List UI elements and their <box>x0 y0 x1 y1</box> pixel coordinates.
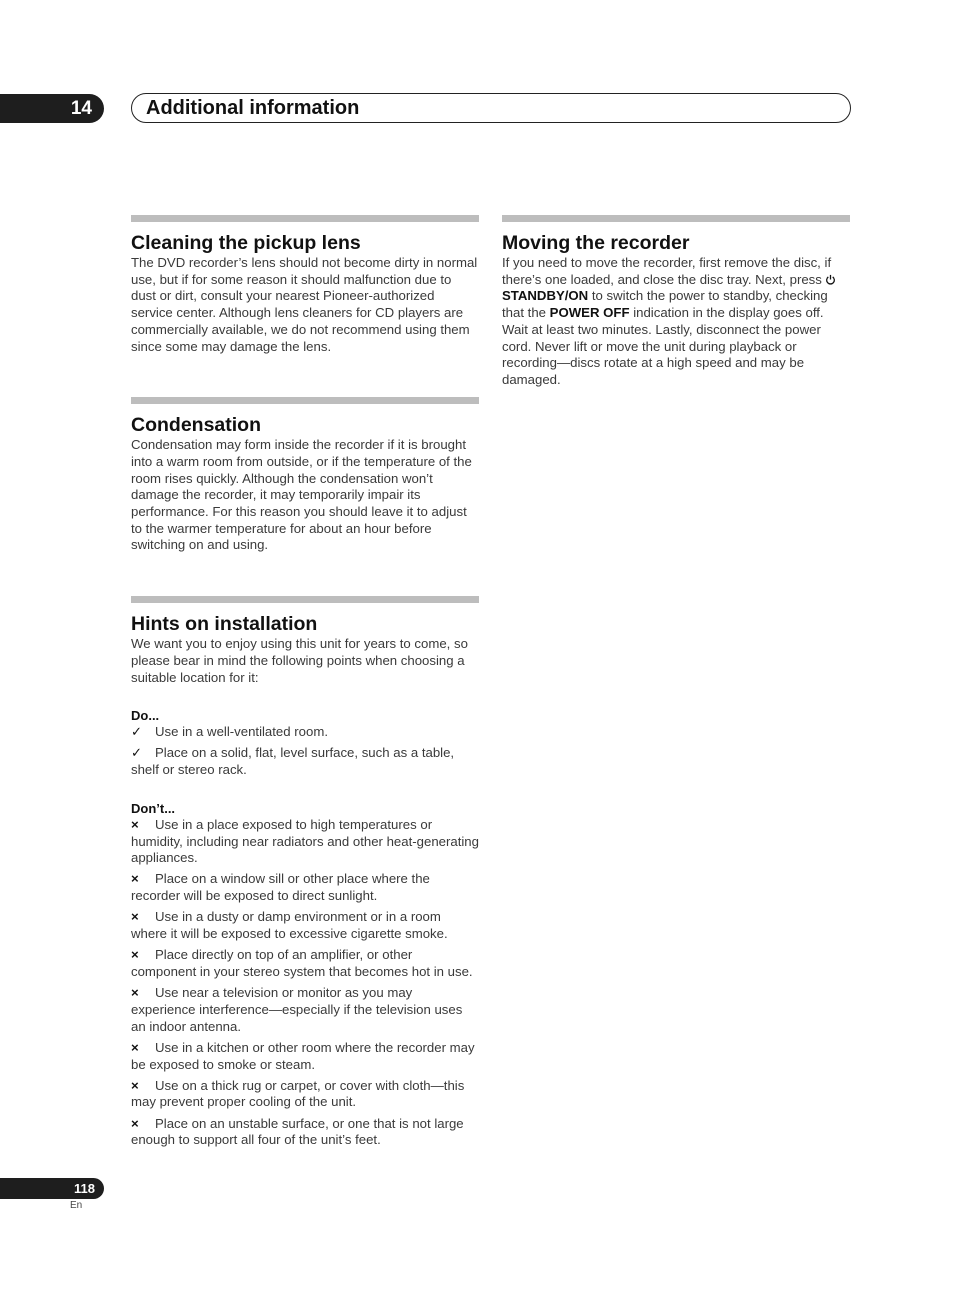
do-heading: Do... <box>131 708 160 724</box>
section-cleaning <box>131 215 479 355</box>
section-body-cleaning: The DVD recorder’s lens should not become dirty in normal use, but if for some reason it should malfunction due to dust or dirt, consult your nearest Pioneer-authorized service center. Although lens cleaners for CD players are commercially available, we do not recommend using them since some may damage the lens. <box>131 255 478 354</box>
dont-list-item <box>131 947 479 980</box>
do-item-text: Place on a solid, flat, level surface, such as a table, shelf or stereo rack. <box>131 745 455 778</box>
section-condensation <box>131 397 479 554</box>
language-code: En <box>70 1200 83 1211</box>
chapter-title: Additional information <box>146 96 360 119</box>
check-icon: ✓ <box>131 724 143 740</box>
section-hints <box>131 596 479 1149</box>
dont-item-text: Use in a dusty or damp environment or in a room where it will be exposed to excessive cigarette smoke. <box>131 909 448 942</box>
dont-list-item <box>131 909 479 942</box>
cross-icon: × <box>131 1039 139 1055</box>
page-number: 118 <box>0 1178 104 1199</box>
cross-icon: × <box>131 871 139 887</box>
moving-text-3: indication in the display goes off. Wait at least two minutes. Lastly, disconnect the power cord. Never lift or move the unit during playback or recording—discs rotate at a high speed and may be damaged. <box>502 305 824 387</box>
section-body-moving <box>502 255 850 389</box>
dont-item-text: Use in a place exposed to high temperatures or humidity, including near radiators and other heat-generating appliances. <box>131 816 479 866</box>
section-title-hints: Hints on installation <box>131 613 318 636</box>
dont-list-item <box>131 1040 479 1073</box>
check-icon: ✓ <box>131 745 143 761</box>
section-rule <box>131 596 479 603</box>
dont-list-item <box>131 871 479 904</box>
power-icon <box>825 274 836 285</box>
cross-icon: × <box>131 985 139 1001</box>
left-column <box>131 215 479 1191</box>
do-list-item <box>131 724 479 741</box>
section-moving <box>502 215 850 389</box>
cross-icon: × <box>131 909 139 925</box>
cross-icon: × <box>131 947 139 963</box>
dont-list-item <box>131 817 479 867</box>
section-title-condensation: Condensation <box>131 414 261 437</box>
section-rule <box>131 215 479 222</box>
dont-heading: Don’t... <box>131 800 176 816</box>
standby-on-label: STANDBY/ON <box>502 288 589 304</box>
dont-item-text: Use on a thick rug or carpet, or cover with cloth—this may prevent proper cooling of the unit. <box>131 1077 465 1110</box>
cross-icon: × <box>131 1077 139 1093</box>
dont-item-text: Use in a kitchen or other room where the recorder may be exposed to smoke or steam. <box>131 1039 475 1072</box>
dont-item-text: Place directly on top of an amplifier, or other component in your stereo system that becomes hot in use. <box>131 947 473 979</box>
do-item-text: Use in a well-ventilated room. <box>155 724 328 740</box>
chapter-number-tab: 14 <box>0 94 104 123</box>
dont-list-item <box>131 985 479 1035</box>
power-off-label: POWER OFF <box>549 305 630 321</box>
dont-list-item <box>131 1116 479 1149</box>
dont-item-text: Place on an unstable surface, or one that is not large enough to support all four of the unit’s feet. <box>131 1115 464 1148</box>
section-rule <box>502 215 850 222</box>
do-list-item <box>131 745 479 778</box>
section-title-moving: Moving the recorder <box>502 232 690 254</box>
dont-item-text: Place on a window sill or other place where the recorder will be exposed to direct sunlight. <box>131 871 430 904</box>
section-rule <box>131 397 479 404</box>
section-title-cleaning: Cleaning the pickup lens <box>131 232 361 254</box>
dont-list-item <box>131 1078 479 1111</box>
cross-icon: × <box>131 816 139 832</box>
section-body-condensation: Condensation may form inside the recorder if it is brought into a warm room from outside, or if the temperature of the room rises quickly. Although the condensation won’t damage the recorder, it may temporarily impair its performance. For this reason you should leave it to adjust to the warmer temperature for about an hour before switching on and using. <box>131 437 472 553</box>
dont-item-text: Use near a television or monitor as you may experience interference—especially if the television uses an indoor antenna. <box>131 985 463 1034</box>
chapter-title-bar <box>131 93 851 123</box>
section-intro-hints: We want you to enjoy using this unit for years to come, so please bear in mind the following points when choosing a suitable location for it: <box>131 636 468 685</box>
cross-icon: × <box>131 1115 139 1131</box>
moving-text-1: If you need to move the recorder, first remove the disc, if there’s one loaded, and close the disc tray. Next, press <box>502 255 832 287</box>
right-column <box>502 215 850 431</box>
moving-text-2: to switch the power to standby, checking that the <box>502 288 828 321</box>
